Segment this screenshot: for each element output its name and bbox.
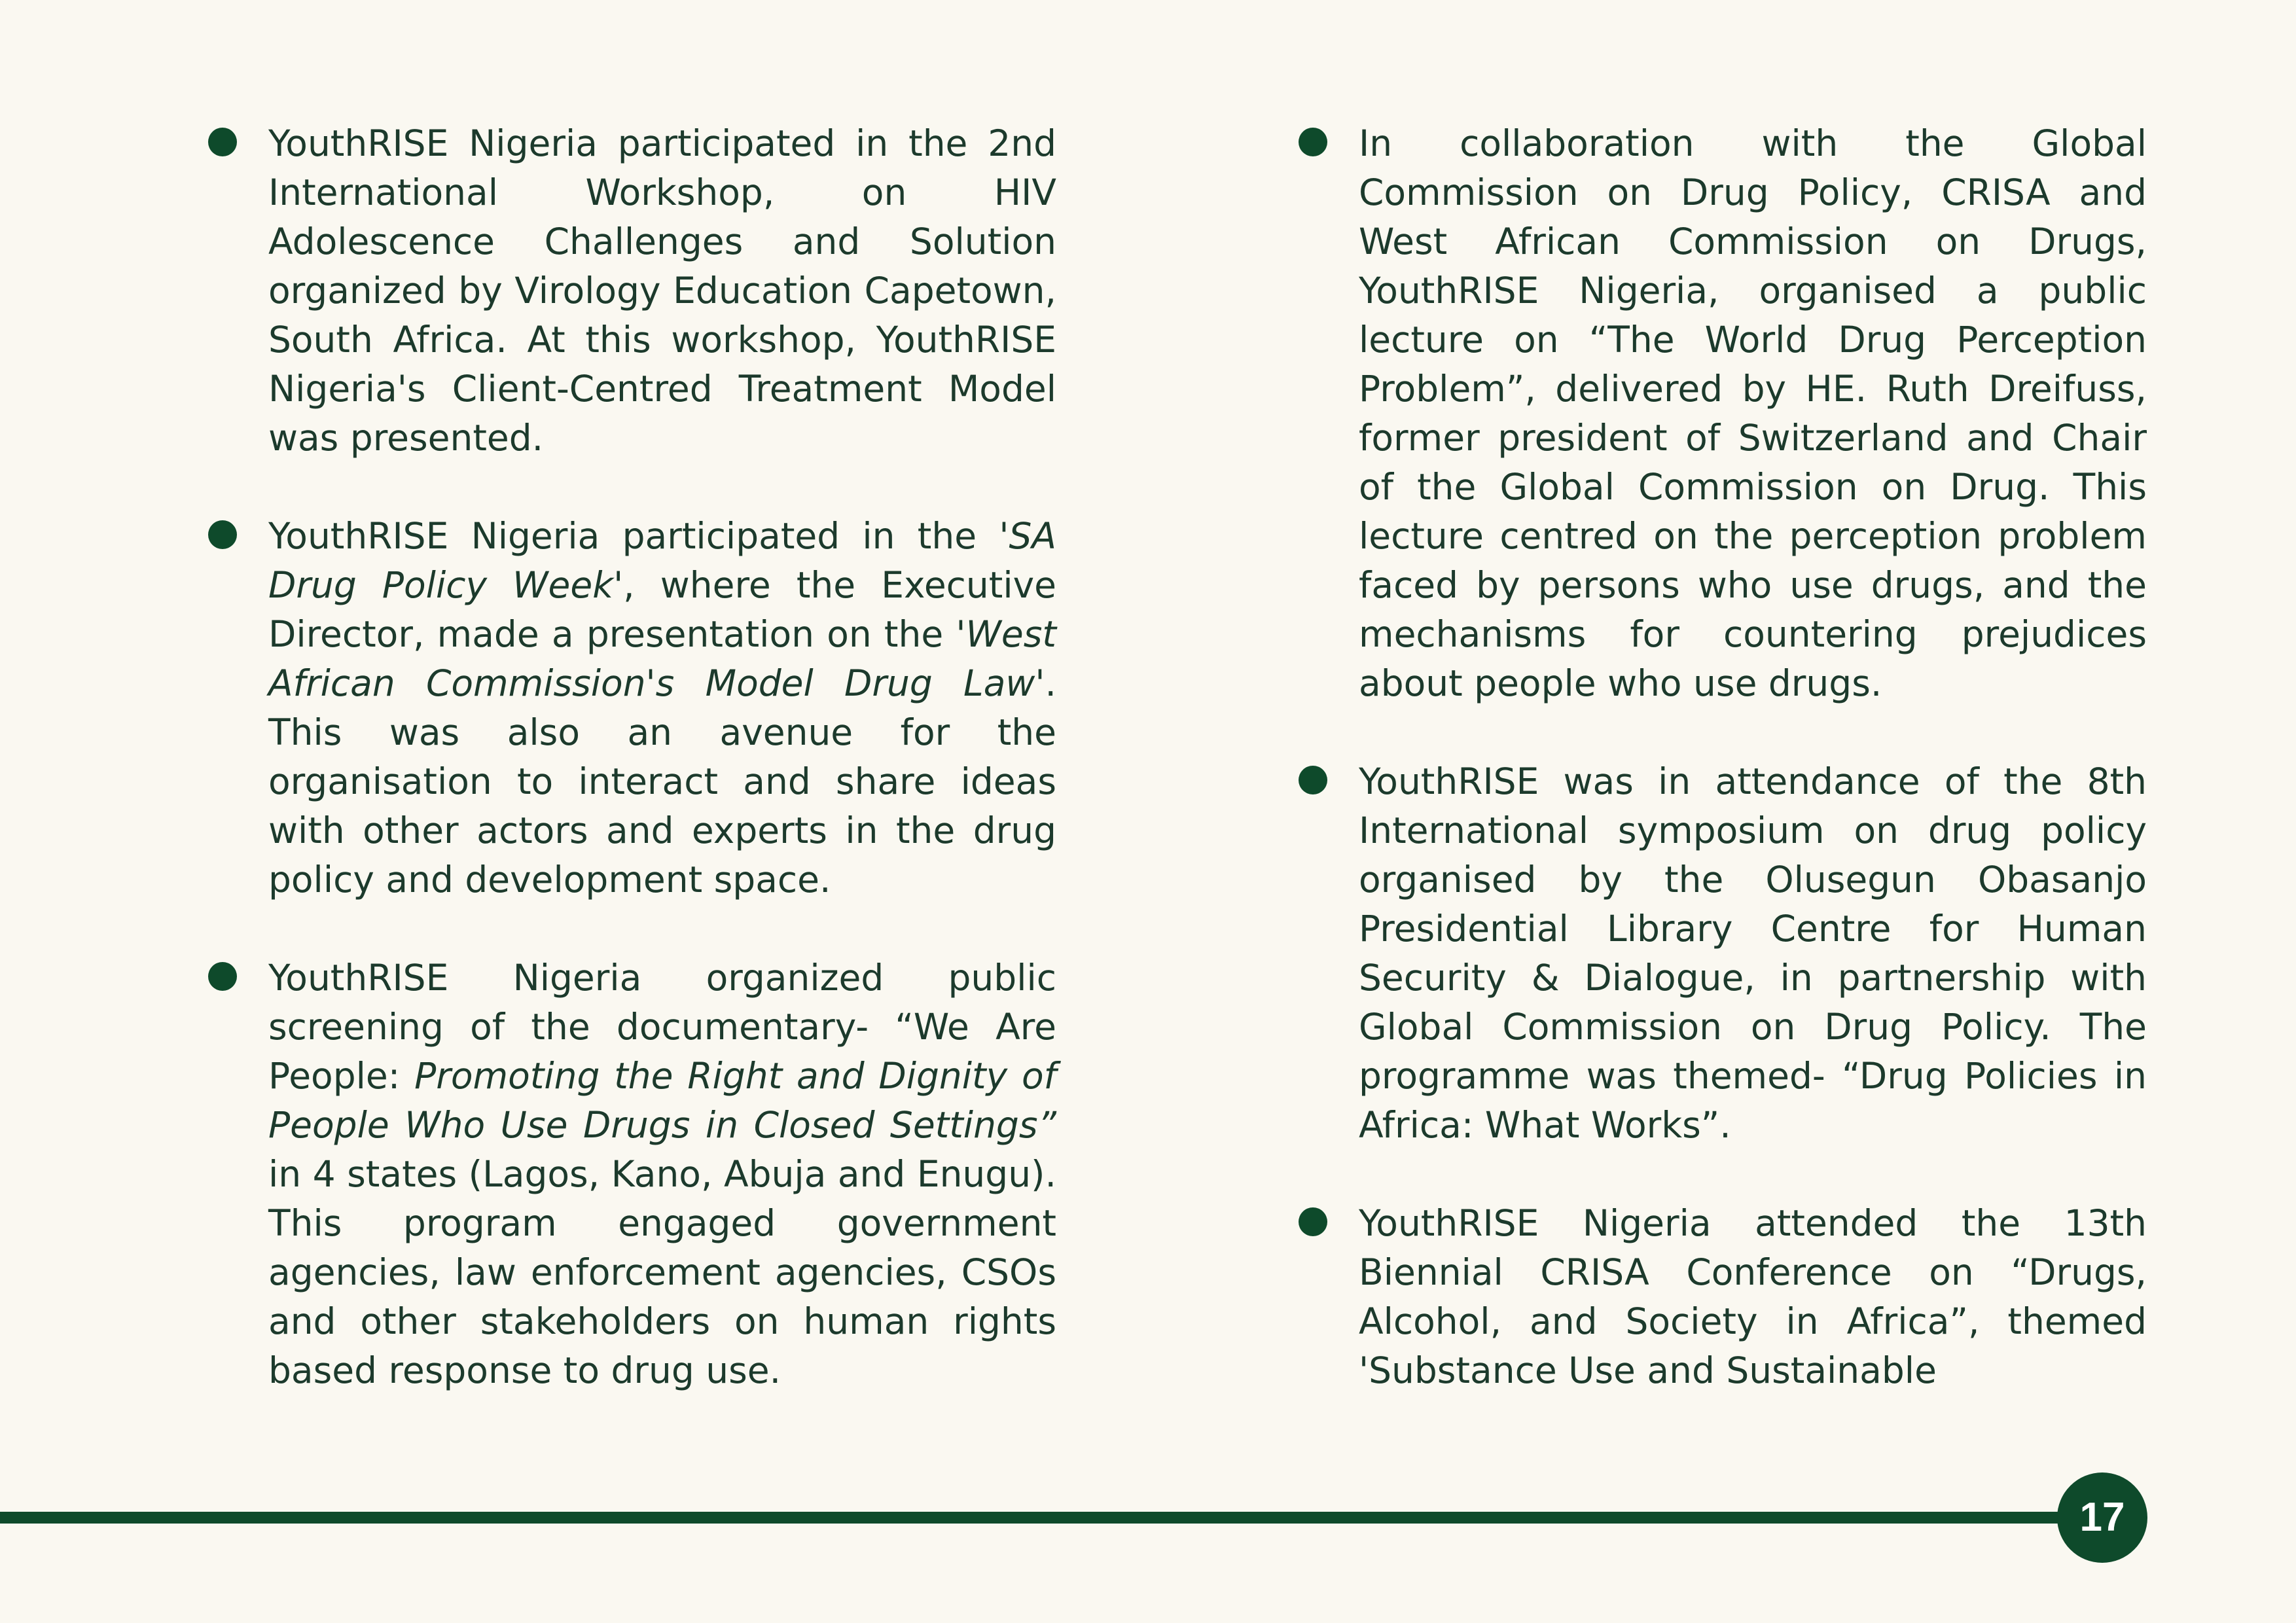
text-segment: ', where the Executive Director, made a presentation on the ' (268, 564, 1056, 655)
bullet-item (206, 119, 1056, 463)
italic-title: SA Drug Policy Week (268, 515, 1056, 606)
text-segment: YouthRISE was in attendance of the 8th International symposium on drug policy organised by the Olusegun Obasanjo Presidential Library Centre for Human Security & Dialogue, in partnership with Global Commission on Drug Policy. The programme was themed- “Drug Policies in Africa: What Works”. (1359, 760, 2147, 1146)
bullet-text (1359, 119, 2147, 708)
bullet-item (206, 954, 1056, 1395)
bullet-item (1296, 119, 2147, 708)
bullet-item (206, 512, 1056, 904)
text-segment: in 4 states (Lagos, Kano, Abuja and Enugu). This program engaged government agencies, law enforcement agencies, CSOs and other stakeholders on human rights based response to drug use. (268, 1153, 1056, 1391)
bullet-text (1359, 1199, 2147, 1395)
left-column (206, 119, 1056, 1395)
text-segment: YouthRISE Nigeria attended the 13th Biennial CRISA Conference on “Drugs, Alcohol, and Society in Africa”, themed 'Substance Use and Sustainable (1359, 1202, 2147, 1391)
text-segment: In collaboration with the Global Commission on Drug Policy, CRISA and West African Commission on Drugs, YouthRISE Nigeria, organised a public lecture on “The World Drug Perception Problem”, delivered by HE. Ruth Dreifuss, former president of Switzerland and Chair of the Global Commission on Drug. This lecture centred on the perception problem faced by persons who use drugs, and the mechanisms for countering prejudices about people who use drugs. (1359, 122, 2147, 704)
bullet-dot-icon (208, 520, 237, 549)
bullet-text (268, 512, 1056, 904)
italic-title: West African Commission's Model Drug Law (268, 613, 1056, 704)
bullet-text (268, 954, 1056, 1395)
footer-rule (0, 1512, 2094, 1524)
bullet-item (1296, 757, 2147, 1150)
right-column (1296, 119, 2147, 1395)
text-segment: YouthRISE Nigeria participated in the ' (268, 515, 1009, 557)
text-segment: YouthRISE Nigeria participated in the 2nd International Workshop, on HIV Adolescence Challenges and Solution organized by Virology Education Capetown, South Africa. At this workshop, YouthRISE Nigeria's Client-Centred Treatment Model was presented. (268, 122, 1056, 459)
bullet-dot-icon (208, 128, 237, 156)
bullet-dot-icon (1299, 766, 1327, 794)
bullet-text (268, 119, 1056, 463)
text-segment: '. This was also an avenue for the organisation to interact and share ideas with other actors and experts in the drug policy and development space. (268, 662, 1056, 901)
text-segment: YouthRISE Nigeria organized public screening of the documentary- “We Are People: (268, 957, 1056, 1097)
bullet-dot-icon (1299, 1207, 1327, 1236)
bullet-dot-icon (1299, 128, 1327, 156)
bullet-item (1296, 1199, 2147, 1395)
bullet-dot-icon (208, 962, 237, 991)
italic-title: Promoting the Right and Dignity of People Who Use Drugs in Closed Settings” (268, 1055, 1056, 1146)
page-number-badge: 17 (2057, 1472, 2147, 1563)
bullet-text (1359, 757, 2147, 1150)
